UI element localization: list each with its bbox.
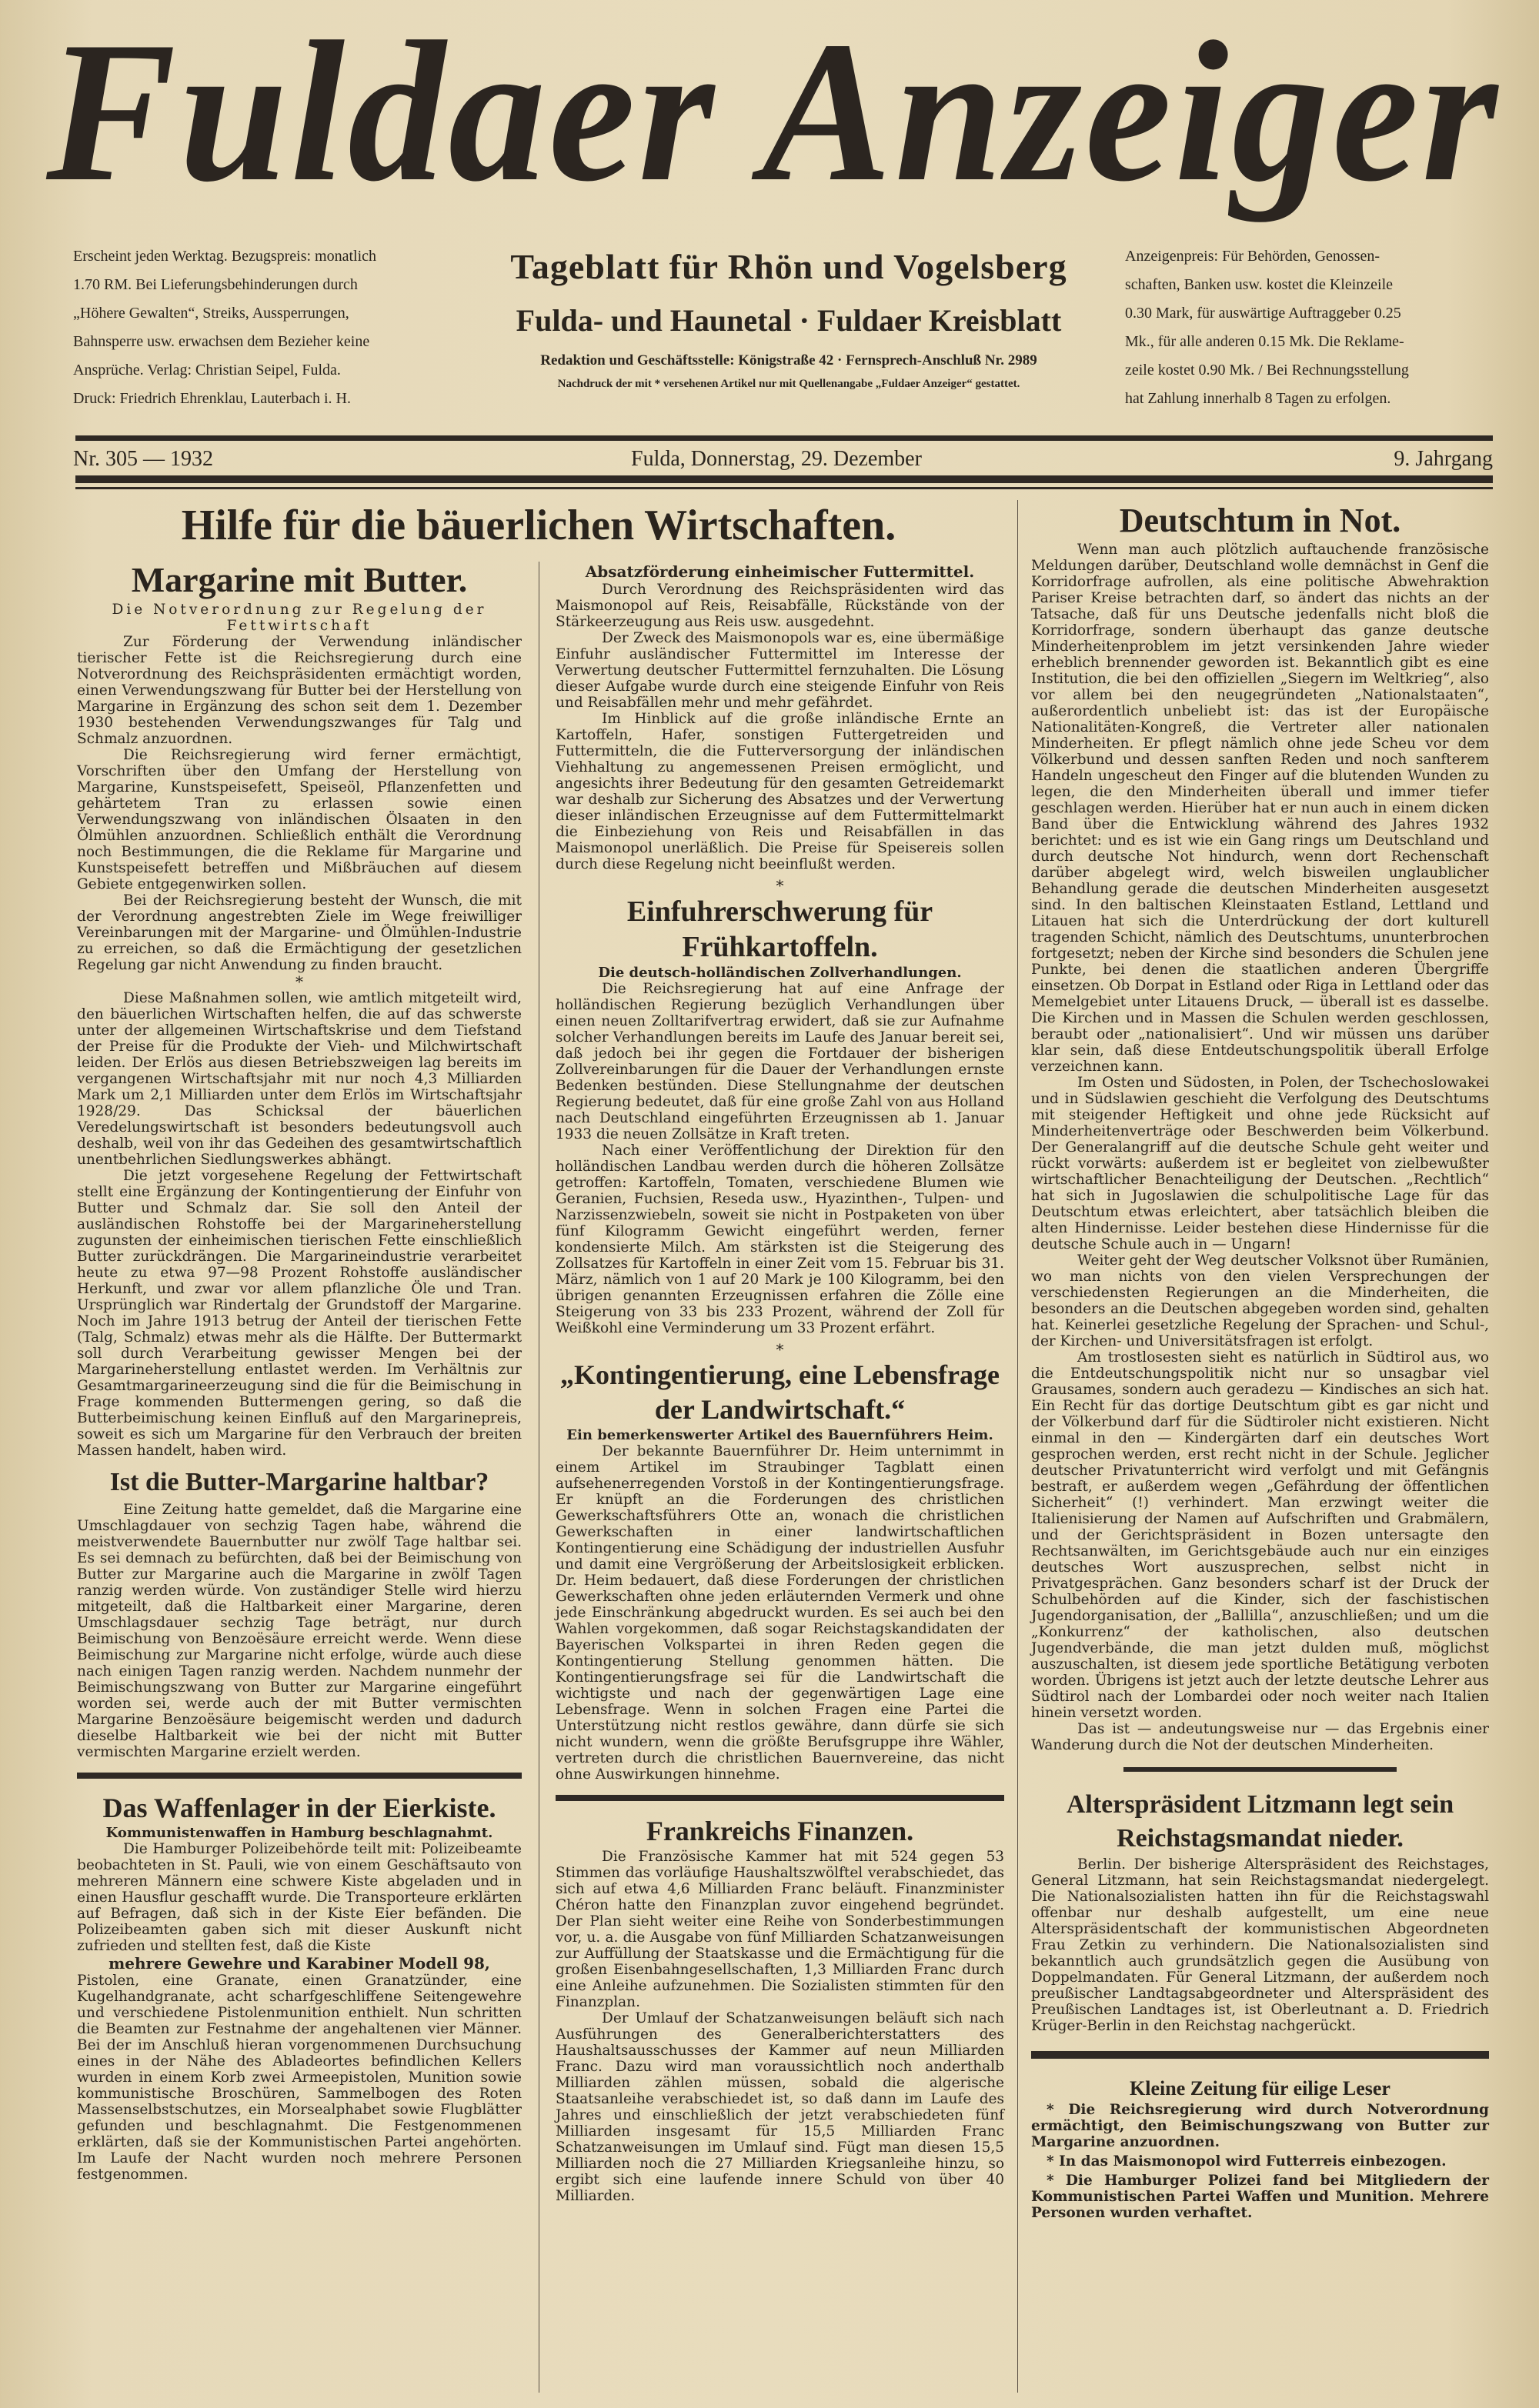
section-rule xyxy=(77,1773,522,1779)
info-line: Anzeigenpreis: Für Behörden, Genossen- xyxy=(1125,248,1380,265)
paragraph: Die Reichsregierung wird ferner ermächtigt, Vorschriften über den Umfang der Herstellung von Margarine, Kunstspeisefett, Speiseöl, Pflanzenfetten und gehärtetem Tran zu erlassen sowie einen Verwendungszwang von inländischen Ölsaaten in den Ölmühlen anzuordnen. Schließlich enthält die Verordnung noch Bestimmungen, die die Reklame für Margarine und Kunstspeisefett betreffen und Mißbräuchen auf diesem Gebiete entgegenwirken sollen. xyxy=(77,747,522,892)
header-double-rule xyxy=(75,475,1493,483)
date: Fulda, Donnerstag, 29. Dezember xyxy=(631,447,922,471)
paragraph: Wenn man auch plötzlich auftauchende französische Meldungen darüber, Deutschland wolle demnächst in Genf die Korridorfrage aufrollen, als eine politische Abwehraktion Pariser Kreise betrachten darf, so ändert das nichts an der Tatsache, daß für uns Deutsche jedenfalls nicht bloß die Korridorfrage, sondern überhaupt das ganze deutsche Minderheitenproblem im jetzt versinkenden Jahre wieder erheblich brennender geworden ist. Bekanntlich gibt es eine Institution, die bei den offiziellen „Siegern im Weltkrieg“, also vor allem bei den neugegründeten „Nationalstaaten“, außerordentlich unbeliebt ist: das ist der Europäische Nationalitäten-Kongreß, die Vertreter aller nationalen Minderheiten. Er pflegt nämlich ohne jede Scheu vor dem Völkerbund und dessen sanften Reden und noch sanfterem Handeln ungescheut den Finger auf die blutenden Wunden zu legen, die den Minderheiten überall und immer tiefer geschlagen werden. Hierüber hat er nun auch in einem dicken Band über die Entwicklung während des Jahres 1932 berichtet: und es ist wie ein Gang rings um Deutschland und durch deutsche Not hindurch, wenn dort Rechenschaft darüber abgelegt wird, welch bisweilen unglaublicher Behandlung gerade die deutschen Minderheiten ausgesetzt sind. In den baltischen Kleinstaaten Estland, Lettland und Litauen hat sich die Unterdrückung der dort kulturell tragenden Schicht, nämlich des Deutschtums, ununterbrochen fortgesetzt; neben der Kirche sind besonders die Schulen jene Punkte, bei denen die staatlichen anderen Übergriffe einsetzen. Ob Dorpat in Estland oder Riga in Lettland oder das Memelgebiet unter Litauens Druck, — überall ist es dasselbe. Die Kirchen und in Massen die Schulen werden geschlossen, beraubt oder „nationalisiert“. Und wir müssen uns darüber klar sein, daß diese Entdeutschungspolitik überall Erfolge verzeichnen kann. xyxy=(1031,542,1489,1075)
column-2 xyxy=(556,562,1004,2204)
paragraph: Nach einer Veröffentlichung der Direktion für den holländischen Landbau werden durch die höheren Zollsätze getroffen: Kartoffeln, Tomaten, verschiedene Blumen wie Geranien, Fuchsien, Reseda usw., Hyazinthen-, Tulpen- und Narzissenzwiebeln, soweit sie nicht in Postpaketen von über fünf Kilogramm Gewicht eingeführt werden, ferner kondensierte Milch. Am stärksten ist die Steigerung des Zollsatzes für Kartoffeln in einer Zeit vom 15. Februar bis 31. März, nämlich von 1 auf 20 Mark je 100 Kilogramm, bei den übrigen genannten Erzeugnissen erfahren die Zölle eine Steigerung von 33 bis 233 Prozent, während der Zoll für Weißkohl eine Verminderung um 33 Prozent erfährt. xyxy=(556,1142,1004,1336)
paragraph: Bei der Reichsregierung besteht der Wunsch, die mit der Verordnung angestrebten Ziele im Wege freiwilliger Vereinbarungen mit der Margarine- und Ölmühlen-Industrie zu erreichen, so daß die Ermächtigung der gesetzlichen Regelung gar nicht Anwendung zu finden braucht. xyxy=(77,892,522,973)
article-subtitle: Die Notverordnung zur Regelung der xyxy=(112,602,487,618)
article-fruehkartoffeln xyxy=(556,894,1004,1358)
paragraph: Am trostlosesten sieht es natürlich in Südtirol aus, wo die Entdeutschungspolitik nicht nur so unsagbar viel Grausames, sondern auch geradezu — Kindisches an sich hat. Ein Recht für das dortige Deutschtum gibt es gar nicht und der Völkerbund darf für die Südtiroler nicht existieren. Nicht einmal in den — Kindergärten darf ein deutsches Wort gesprochen werden, erst recht nicht in der Schule. Jeglicher deutscher Privatunterricht wird verfolgt und mit Gefängnis bestraft, er außerdem wegen „Gefährdung der öffentlichen Sicherheit“ (!) verhindert. Man erzwingt weiter die Italienisierung der Namen auf Aufschriften und Grabmälern, und der Gerichtspräsident in Bozen untersagte den Rechtsanwälten, im Gerichtsgebäude auch nur ein einziges deutsches Wort auszusprechen, selbst nicht in Privatgesprächen. Ganz besonders scharf ist der Druck der Schulbehörden auf die Kinder, sich der faschistischen Jugendorganisation, der „Ballilla“, anzuschließen; und um die „Konkurrenz“ der katholischen, also deutschen Jugendverbände, die man jetzt dulden muß, möglichst auszuschalten, ist diesem jede sportliche Betätigung verboten worden. Übrigens ist jetzt auch der letzte deutsche Lehrer aus Südtirol nach der Lombardei oder noch weiter nach Italien hinein versetzt worden. xyxy=(1031,1349,1489,1721)
info-line: zeile kostet 0.90 Mk. / Bei Rechnungsstellung xyxy=(1125,362,1409,379)
article-title: „Kontingentierung, eine Lebensfrage xyxy=(560,1359,1000,1390)
subheading: Ist die Butter-Margarine haltbar? xyxy=(109,1468,489,1496)
subtitle-kreisblatt: Fulda- und Haunetal · Fuldaer Kreisblatt xyxy=(516,303,1062,338)
paragraph: Pistolen, eine Granate, einen Granatzünder, eine Kugelhandgranate, acht scharfgeschliffene Seitengewehre und verschiedene Pistolenmunition enthielt. Nun schritten die Beamten zur Festnahme der angehaltenen vier Männer. Bei der im Anschluß hieran vorgenommenen Durchsuchung eines in der Nähe des Abladeortes befindlichen Kellers wurden in einem Korb zwei Armeepistolen, Munition sowie kommunistische Broschüren, Sammelbogen des Roten Massenselbstschutzes, ein Morsealphabet sowie Flugblätter gefunden und beschlagnahmt. Die Festgenommenen erklärten, daß sie der Kommunistischen Partei angehörten. Im Laufe der Nacht wurden noch mehrere Personen festgenommen. xyxy=(77,1973,522,2183)
volume: 9. Jahrgang xyxy=(1394,447,1493,471)
main-headline: Hilfe für die bäuerlichen Wirtschaften. xyxy=(181,502,896,549)
paragraph: Die jetzt vorgesehene Regelung der Fettwirtschaft stellt eine Ergänzung der Kontingentierung der Einfuhr von Butter und Schmalz dar. Sie soll den Anteil der ausländischen Rohstoffe bei der Margarineherstellung zugunsten der einheimischen tierischen Fette einschließlich Butter zurückdrängen. Die Margarineindustrie verarbeitet heute zu etwa 97—98 Prozent Rohstoffe ausländischer Herkunft, und zwar vor allem pflanzliche Öle und Tran. Ursprünglich war Rindertalg der Grundstoff der Margarine. Noch im Jahre 1913 betrug der Anteil der tierischen Fette (Talg, Schmalz) etwas mehr als die Hälfte. Der Buttermarkt soll durch Verarbeitung gewisser Mengen bei der Margarineherstellung entlastet werden. Im Verhältnis zur Gesamtmargarineerzeugung sind die für die Beimischung in Frage kommenden Buttermengen gering, so daß die Butterbeimischung keinen Einfluß auf den Margarinepreis, soweit es sich um Margarine für den Verbrauch der breiten Massen handelt, haben wird. xyxy=(77,1168,522,1459)
paragraph: Berlin. Der bisherige Alterspräsident des Reichstages, General Litzmann, hat sein Reichstagsmandat niedergelegt. Die Nationalsozialisten hatten ihn für die Reichstagswahl offenbar nur deshalb aufgestellt, um eine neue Alterspräsidentschaft der kommunistischen Abgeordneten Frau Zetkin zu verhindern. Die Nationalsozialisten sind bekanntlich auch grundsätzlich gegen die Ausübung von Doppelmandaten. Für General Litzmann, der außerdem noch preußischer Landtagsabgeordneter und Alterspräsident des Preußischen Landtages ist, ist Oberleutnant a. D. Friedrich Krüger-Berlin in den Reichstag nachgerückt. xyxy=(1031,1856,1489,2034)
news-brief: * In das Maismonopol wird Futterreis einbezogen. xyxy=(1047,2153,1447,2170)
paragraph: Der bekannte Bauernführer Dr. Heim unternimmt in einem Artikel im Straubinger Tagblatt einen aufsehenerregenden Vorstoß in der Kontingentierungsfrage. Er knüpft an die Forderungen des christlichen Gewerkschaftsführers Otte an, wonach die christlichen Gewerkschaften in einer landwirtschaftlichen Kontingentierung eine Schädigung der industriellen Ausfuhr und damit eine Vergrößerung der Arbeitslosigkeit erblicken. Dr. Heim bedauert, daß diese Forderungen der christlichen Gewerkschaften ohne jeden erläuternden Vermerk und ohne jede Einschränkung abgedruckt wurden. Es sei auch bei den Wahlen vorgekommen, daß sogar Reichstagskandidaten der Bayerischen Volkspartei in ihren Reden gegen die Kontingentierung Stellung genommen hätten. Die Kontingentierungsfrage sei für die Landwirtschaft die wichtigste und nach der gegenwärtigen Lage eine Lebensfrage. Wenn in solchen Fragen eine Partei die Unterstützung nicht restlos gewähre, dann dürfe sie sich nicht wundern, wenn die größte Berufsgruppe ihre Wähler, vertreten durch die christlichen Bauernvereine, das nicht ohne Auswirkungen hinnehme. xyxy=(556,1443,1004,1783)
paragraph: Die Reichsregierung hat auf eine Anfrage der holländischen Regierung bezüglich Verhandlungen über einen neuen Zolltarifvertrag erwidert, daß sie zur Aufnahme solcher Verhandlungen bereits im Laufe des Januar bereit sei, daß jedoch bei ihr gegen die Fortdauer der bisherigen Zollvereinbarungen für die Dauer der Verhandlungen ernste Bedenken bestünden. Diese Stellungnahme der deutschen Regierung bedeutet, daß für eine große Zahl von aus Holland nach Deutschland eingeführten Erzeugnissen ab 1. Januar 1933 die neuen Zollsätze in Kraft treten. xyxy=(556,981,1004,1142)
info-line: Bahnsperre usw. erwachsen dem Bezieher keine xyxy=(73,333,370,350)
issue-number: Nr. 305 — 1932 xyxy=(73,447,213,471)
header-double-rule-thin xyxy=(75,487,1493,489)
section-rule xyxy=(556,1795,1004,1801)
info-line: 0.30 Mark, für auswärtige Auftraggeber 0.25 xyxy=(1125,305,1401,322)
paragraph: Der Zweck des Maismonopols war es, eine übermäßige Einfuhr ausländischer Futtermittel im Interesse der Verwertung deutscher Futtermittel fernzuhalten. Die Lösung dieser Aufgabe wurde durch eine steigende Einfuhr von Reis und Reisabfällen mehr und mehr gefährdet. xyxy=(556,630,1004,711)
article-subtitle: Fettwirtschaft xyxy=(226,618,372,634)
editorial-address: Redaktion und Geschäftsstelle: Königstraße 42 · Fernsprech-Anschluß Nr. 2989 xyxy=(540,352,1037,369)
column-1 xyxy=(77,559,522,2183)
article-frankreich xyxy=(556,1813,1004,2204)
article-title: Frankreichs Finanzen. xyxy=(646,1816,914,1846)
section-separator: * xyxy=(295,972,303,991)
article-title: Einfuhrerschwerung für Frühkartoffeln. xyxy=(626,895,933,963)
paragraph: Weiter geht der Weg deutscher Volksnot über Rumänien, wo man nichts von den vielen Versprechungen der verschiedensten Regierungen an die Minderheiten, die besonders an die Deutschen abgegeben worden sind, gehalten hat. Keinerlei gesetzliche Regelung der Sprachen- und Schul-, der Kirchen- und Universitätsfragen ist erfolgt. xyxy=(1031,1252,1489,1349)
column-3 xyxy=(1031,500,1489,2224)
paragraph: Der Umlauf der Schatzanweisungen beläuft sich nach Ausführungen des Generalberichterstatters des Haushaltsausschusses der Kammer auf neun Milliarden Franc. Dazu wird man voraussichtlich noch anderthalb Milliarden zählen müssen, sobald die algerische Staatsanleihe verabschiedet ist, so daß dann im Laufe des Jahres und einschließlich der jetzt verabschiedeten fünf Milliarden insgesamt für 15,5 Milliarden Franc Schatzanweisungen im Umlauf sind. Fügt man diesen 15,5 Milliarden noch die 27 Milliarden Kriegsanleihe hinzu, so ergibt sich eine laufende innere Schuld von über 40 Milliarden. xyxy=(556,2010,1004,2204)
advertising-rates xyxy=(1125,242,1491,413)
info-line: hat Zahlung innerhalb 8 Tagen zu erfolgen. xyxy=(1125,390,1391,407)
article-title: Margarine mit Butter. xyxy=(131,560,468,599)
info-line: schaften, Banken usw. kostet die Kleinzeile xyxy=(1125,276,1394,293)
info-line: 1.70 RM. Bei Lieferungsbehinderungen durch xyxy=(73,276,358,293)
article-end-rule xyxy=(1123,1767,1397,1772)
paragraph: Im Hinblick auf die große inländische Ernte an Kartoffeln, Hafer, sonstigen Futtergetreiden und Futtermitteln, die die Futterversorgung der inländischen Viehhaltung zu angemessenen Preisen ermöglicht, und angesichts ihrer Bedeutung für den gesamten Getreidemarkt war deshalb zur Sicherung des Absatzes und der Verwertung dieser inländischen Erzeugnisse auf dem Futtermittelmarkt die Einbeziehung von Reis und Reisabfällen in das Maismonopol unerläßlich. Die Preise für Speisereis sollen durch diese Regelung nicht beeinflußt werden. xyxy=(556,711,1004,872)
paragraph: Durch Verordnung des Reichspräsidenten wird das Maismonopol auf Reis, Reisabfälle, Rückstände von der Stärkeerzeugung aus Reis usw. ausgedehnt. xyxy=(556,582,1004,630)
article-title: Reichstagsmandat nieder. xyxy=(1117,1824,1404,1853)
paragraph: Das ist — andeutungsweise nur — das Ergebnis einer Wanderung durch die Not der deutschen Minderheiten. xyxy=(1031,1721,1489,1753)
article-kontingentierung xyxy=(556,1358,1004,1783)
article-deutschtum xyxy=(1031,500,1489,1753)
article-litzmann xyxy=(1031,1789,1489,2034)
article-title: Absatzförderung einheimischer Futtermittel. xyxy=(585,562,975,581)
info-line: Erscheint jeden Werktag. Bezugspreis: monatlich xyxy=(73,248,377,265)
article-title: Deutschtum in Not. xyxy=(1119,502,1401,539)
info-line: Mk., für alle anderen 0.15 Mk. Die Reklame- xyxy=(1125,333,1404,350)
paragraph: Die Französische Kammer hat mit 524 gegen 53 Stimmen das vorläufige Haushaltszwölftel verabschiedet, das sich auf etwa 4,6 Milliarden Franc beläuft. Finanzminister Chéron hatte den Finanzplan zuvor eingehend begründet. Der Plan sieht weiter eine Reihe von Sonderbestimmungen vor, u. a. die Ausgabe von fünf Milliarden Schatzanweisungen zur Auffüllung der Staatskasse und die Ermächtigung für die großen Eisenbahngesellschaften, 1,3 Milliarden Franc durch eine Anleihe aufzunehmen. Die Sozialisten stimmten für den Finanzplan. xyxy=(556,1849,1004,2010)
article-waffenlager xyxy=(77,1791,522,2183)
article-futtermittel xyxy=(556,562,1004,894)
dateline xyxy=(73,446,1493,472)
subscription-info xyxy=(73,242,454,413)
newspaper-masthead xyxy=(46,0,1501,231)
subtitle-tageblatt: Tageblatt für Rhön und Vogelsberg xyxy=(510,247,1067,286)
masthead-subtitles xyxy=(462,240,1116,394)
paragraph: Zur Förderung der Verwendung inländischer tierischer Fette ist die Reichsregierung durch eine Notverordnung des Reichspräsidenten ermächtigt worden, einen Verwendungszwang für Butter bei der Herstellung von Margarine in Ergänzung des schon seit dem 1. Dezember 1930 bestehenden Verwendungszwanges für Talg und Schmalz anzuordnen. xyxy=(77,634,522,747)
info-line: Druck: Friedrich Ehrenklau, Lauterbach i. H. xyxy=(73,390,351,407)
article-title: Das Waffenlager in der Eierkiste. xyxy=(102,1793,496,1823)
article-title: Alterspräsident Litzmann legt sein xyxy=(1066,1790,1454,1819)
info-line: Ansprüche. Verlag: Christian Seipel, Fulda. xyxy=(73,362,341,379)
paragraph: Diese Maßnahmen sollen, wie amtlich mitgeteilt wird, den bäuerlichen Wirtschaften helfen, die auf das schwerste unter der allgemeinen Wirtschaftskrise und dem Tiefstand der Preise für die Produkte der Vieh- und Milchwirtschaft leiden. Der Erlös aus diesen Betriebszweigen lag bereits im vergangenen Wirtschaftsjahr mit nur noch 4,3 Milliarden Mark um 2,1 Milliarden unter dem Erlös im Wirtschaftsjahr 1928/29. Das Schicksal der bäuerlichen Veredelungswirtschaft ist besonders bedeutungsvoll auch deshalb, weil von ihr das Gedeihen des gesamtwirtschaftlich unentbehrlichen Siedlungswerkes abhängt. xyxy=(77,990,522,1168)
kleine-zeitung xyxy=(1031,2076,1489,2221)
section-separator: * xyxy=(776,876,784,895)
article-title: Kleine Zeitung für eilige Leser xyxy=(1130,2077,1390,2099)
news-brief: * Die Hamburger Polizei fand bei Mitgliedern der Kommunistischen Partei Waffen und Munition. Mehrere Personen wurden verhaftet. xyxy=(1031,2173,1489,2221)
highlight-line: mehrere Gewehre und Karabiner Modell 98, xyxy=(108,1954,490,1973)
info-line: „Höhere Gewalten“, Streiks, Aussperrungen, xyxy=(73,305,349,322)
article-title: der Landwirtschaft.“ xyxy=(654,1394,906,1425)
reprint-note: Nachdruck der mit * versehenen Artikel nur mit Quellenangabe „Fuldaer Anzeiger“ gestattet. xyxy=(557,378,1020,390)
article-margarine xyxy=(77,559,522,1760)
column-rule xyxy=(1017,500,1018,2393)
section-rule xyxy=(1031,2051,1489,2059)
article-subtitle: Die deutsch-holländischen Zollverhandlungen. xyxy=(598,965,962,981)
section-separator: * xyxy=(776,1340,784,1359)
news-brief: * Die Reichsregierung wird durch Notverordnung ermächtigt, den Beimischungszwang von Butter zur Margarine anzuordnen. xyxy=(1031,2102,1489,2150)
article-subtitle: Ein bemerkenswerter Artikel des Bauernführers Heim. xyxy=(566,1427,993,1443)
header-rule xyxy=(75,435,1493,441)
paragraph: Eine Zeitung hatte gemeldet, daß die Margarine eine Umschlagdauer von sechzig Tagen habe, während die meistverwendete Bauernbutter nur zwölf Tage haltbar sei. Es sei demnach zu befürchten, daß bei der Beimischung von Butter zur Margarine auch die Margarine in zwölf Tagen ranzig werden würde. Von zuständiger Stelle wird hierzu mitgeteilt, daß die Haltbarkeit einer Margarine, deren Umschlagsdauer sechzig Tage beträgt, nur durch Beimischung von Benzoësäure erreicht werde. Wenn diese Beimischung zur Margarine nicht erfolge, würde auch diese nach einigen Tagen ranzig werden. Nachdem nunmehr der Beimischungszwang von Butter zur Margarine eingeführt worden sei, werde auch der mit Butter vermischten Margarine Benzoësäure beigemischt werden und dadurch dieselbe Haltbarkeit wie bei der nicht mit Butter vermischten Margarine erzielt werden. xyxy=(77,1502,522,1760)
paragraph: Die Hamburger Polizeibehörde teilt mit: Polizeibeamte beobachteten in St. Pauli, wie von einem Geschäftsauto von mehreren Männern eine schwere Kiste abgeladen und in einen Hausflur geschafft wurde. Die Transporteure erklärten auf Befragen, daß sich in der Kiste Eier befänden. Die Polizeibeamten gaben sich mit dieser Auskunft nicht zufrieden und stellten fest, daß die Kiste xyxy=(77,1841,522,1954)
article-subtitle: Kommunistenwaffen in Hamburg beschlagnahmt. xyxy=(105,1825,493,1841)
newspaper-title: Fuldaer Anzeiger xyxy=(46,0,1501,223)
paragraph: Im Osten und Südosten, in Polen, der Tschechoslowakei und in Südslawien geschieht die Verfolgung des Deutschtums mit steigender Heftigkeit und ohne jede Rücksicht auf Minderheitenverträge oder Beschwerden beim Völkerbund. Der Generalangriff auf die deutsche Schule geht weiter und rückt vorwärts: außerdem ist er begleitet von zielbewußter wirtschaftlicher Benachteiligung der Deutschen. „Rechtlich“ hat sich in Jugoslawien die schulpolitische Lage für das Deutschtum etwas erleichtert, aber tatsächlich bleiben die alten Hindernisse. Leider bestehen diese Hindernisse für die deutsche Schule auch in — Ungarn! xyxy=(1031,1075,1489,1252)
